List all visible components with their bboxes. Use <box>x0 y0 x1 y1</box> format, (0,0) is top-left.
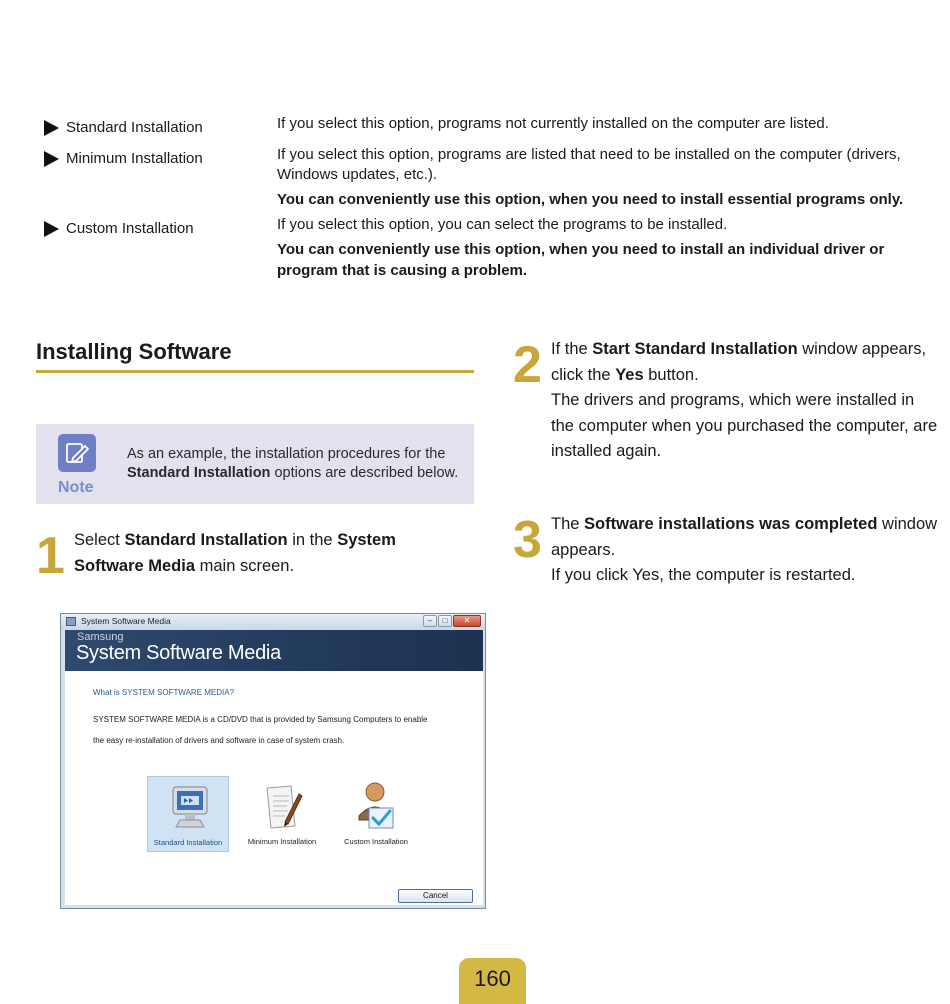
minimize-button[interactable]: – <box>423 615 437 627</box>
step-text-part: installed again. <box>551 442 662 460</box>
option-standard-installation <box>44 119 203 136</box>
step-1-number: 1 <box>36 527 65 585</box>
section-title: Installing Software <box>36 339 232 364</box>
minimum-installation-option[interactable] <box>241 776 323 852</box>
step-text-part: Yes <box>632 566 660 584</box>
option-minimum-installation <box>44 150 203 167</box>
page-number-tab <box>459 958 526 1004</box>
step-text-part: The drivers and programs, which were installed in <box>551 391 915 409</box>
minimum-description-line1: If you select this option, programs are listed that need to be installed on the computer (drivers, <box>277 146 901 163</box>
option-custom-installation <box>44 220 194 237</box>
standard-description: If you select this option, programs not currently installed on the computer are listed. <box>277 115 829 132</box>
step-text-bold: Standard Installation <box>124 531 288 549</box>
step-2-text <box>551 337 937 465</box>
custom-description: If you select this option, you can select the programs to be installed. <box>277 216 728 233</box>
page-number: 160 <box>474 966 511 991</box>
standard-installation-label: Standard Installation <box>153 838 223 847</box>
window-body <box>65 671 483 905</box>
step-text-part: click the <box>551 365 616 384</box>
custom-installation-option[interactable] <box>335 776 417 852</box>
triangle-bullet-icon <box>44 151 59 167</box>
triangle-bullet-icon <box>44 120 59 136</box>
window-header-banner <box>65 630 483 671</box>
note-emphasis: Standard Installation <box>127 465 271 481</box>
step-1-text <box>74 528 396 579</box>
info-paragraph-line2: the easy re-installation of drivers and software in case of system crash. <box>93 736 345 745</box>
step-2-number: 2 <box>513 336 542 394</box>
step-text-part: The <box>551 515 585 533</box>
option-label: Minimum Installation <box>66 150 203 167</box>
option-label: Standard Installation <box>66 119 203 136</box>
step-text-part: main screen. <box>195 556 295 575</box>
custom-tip-line1: You can conveniently use this option, when you need to install an individual driver or <box>277 241 885 258</box>
note-box <box>36 424 474 504</box>
step-text-part: If you click <box>551 566 633 584</box>
user-checkmark-icon <box>355 780 399 832</box>
note-text <box>127 445 458 483</box>
minimum-installation-label: Minimum Installation <box>247 837 317 846</box>
custom-installation-label: Custom Installation <box>344 837 408 846</box>
document-pen-icon <box>261 782 305 832</box>
close-button[interactable]: ✕ <box>453 615 481 627</box>
monitor-icon <box>170 785 210 831</box>
info-paragraph-line1: SYSTEM SOFTWARE MEDIA is a CD/DVD that is provided by Samsung Computers to enable <box>93 715 428 724</box>
note-pencil-icon <box>58 434 96 472</box>
step-text-part: window <box>877 515 938 533</box>
minimum-tip: You can conveniently use this option, when you need to install essential programs only. <box>277 191 904 208</box>
brand-name: Samsung <box>77 631 124 643</box>
step-text-part: the computer when you purchased the computer, are <box>551 416 938 435</box>
app-icon <box>66 617 76 626</box>
window-titlebar <box>61 614 485 630</box>
step-text-bold: System <box>337 531 396 549</box>
step-text-bold: Software installations was completed <box>584 515 878 533</box>
info-question: What is SYSTEM SOFTWARE MEDIA? <box>93 688 235 697</box>
cancel-button[interactable]: Cancel <box>398 889 473 903</box>
standard-installation-option[interactable] <box>147 776 229 852</box>
step-3-text <box>551 512 937 589</box>
option-label: Custom Installation <box>66 220 194 237</box>
step-3-number: 3 <box>513 511 542 569</box>
step-text-bold: Yes <box>615 365 644 384</box>
maximize-button[interactable]: □ <box>438 615 452 627</box>
note-line2: options are described below. <box>270 465 459 481</box>
custom-tip-line2: program that is causing a problem. <box>277 262 528 279</box>
minimum-description-line2: Windows updates, etc.). <box>277 166 438 183</box>
step-text-bold: Start Standard Installation <box>592 340 798 358</box>
note-label: Note <box>58 479 94 496</box>
step-text-bold: Software Media <box>74 556 196 575</box>
window-title: System Software Media <box>81 616 171 626</box>
step-text-part: window appears, <box>797 340 927 358</box>
step-text-part: appears. <box>551 540 616 559</box>
triangle-bullet-icon <box>44 221 59 237</box>
section-divider <box>36 370 474 373</box>
step-text-part: Select <box>74 531 125 549</box>
step-text-part: , the computer is restarted. <box>659 566 856 584</box>
step-text-part: in the <box>287 531 338 549</box>
app-title: System Software Media <box>76 642 281 664</box>
step-text-part: If the <box>551 340 593 358</box>
software-media-window <box>60 613 486 909</box>
note-line1: As an example, the installation procedures for the <box>127 446 446 462</box>
step-text-part: button. <box>643 365 699 384</box>
